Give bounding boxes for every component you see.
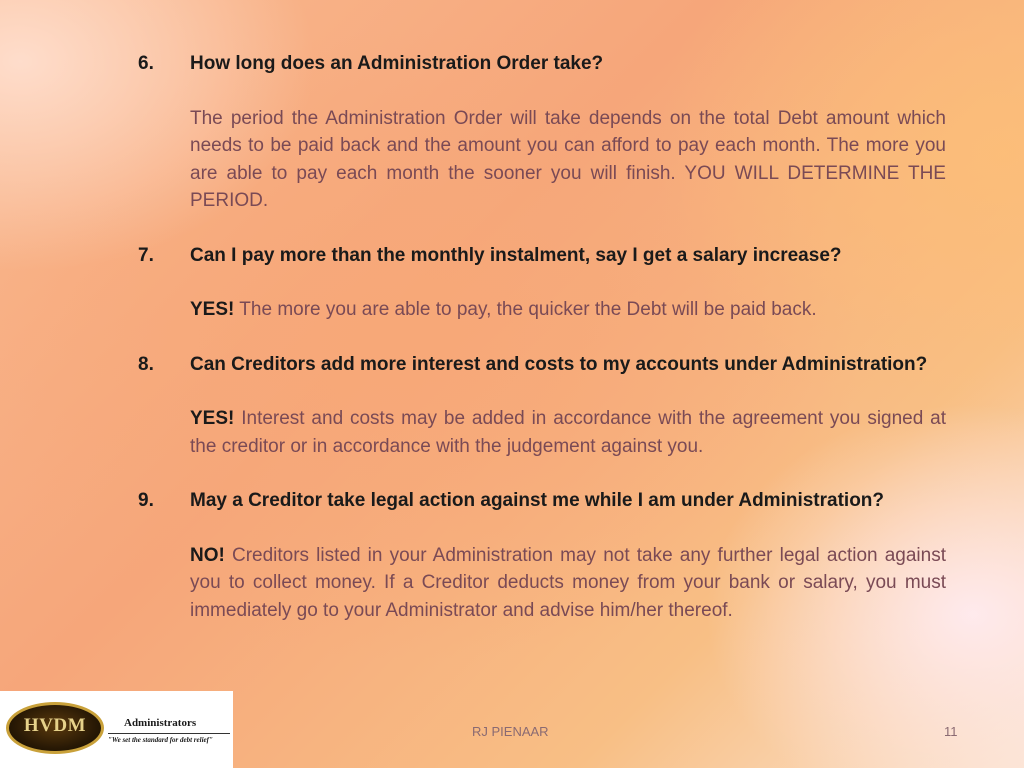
faq-content bbox=[138, 50, 946, 624]
answer-lead: YES! bbox=[190, 299, 235, 320]
logo-name: Administrators bbox=[124, 717, 197, 729]
slide-number: 11 bbox=[944, 724, 958, 739]
question-7 bbox=[138, 242, 946, 270]
question-text: May a Creditor take legal action against me while I am under Administration? bbox=[190, 490, 885, 511]
logo-divider bbox=[108, 733, 230, 734]
company-logo bbox=[0, 691, 233, 768]
logo-tagline: "We set the standard for debt relief" bbox=[108, 736, 213, 744]
answer-text: The period the Administration Order will take depends on the total Debt amount which needs to be paid back and the amount you can afford to pay each month. The more you are able to pay each month the sooner you will finish. YOU WILL DETERMINE THE PERIOD. bbox=[190, 107, 946, 211]
question-number: 7. bbox=[138, 244, 154, 266]
answer-6 bbox=[190, 105, 946, 215]
answer-text: Interest and costs may be added in accordance with the agreement you signed at the creditor or in accordance with the judgement against you. bbox=[190, 408, 947, 457]
question-number: 9. bbox=[138, 490, 154, 511]
question-8 bbox=[138, 351, 946, 379]
footer-author: RJ PIENAAR bbox=[472, 724, 549, 739]
answer-lead: YES! bbox=[190, 408, 235, 429]
question-number: 6. bbox=[138, 53, 154, 74]
question-text: Can I pay more than the monthly instalment, say I get a salary increase? bbox=[190, 244, 842, 266]
answer-text: The more you are able to pay, the quicker the Debt will be paid back. bbox=[239, 299, 817, 320]
answer-text: Creditors listed in your Administration may not take any further legal action against you to collect money. If a Creditor deducts money from your bank or salary, you must immediately go to your Administrator and advise him/her thereof. bbox=[190, 544, 946, 621]
answer-lead: NO! bbox=[190, 544, 225, 566]
logo-mark: HVDM bbox=[23, 715, 87, 736]
question-6 bbox=[138, 50, 946, 78]
question-9 bbox=[138, 487, 946, 515]
answer-8 bbox=[190, 405, 946, 460]
question-text: How long does an Administration Order take? bbox=[190, 53, 604, 74]
question-number: 8. bbox=[138, 353, 154, 375]
answer-9 bbox=[190, 542, 946, 625]
question-text: Can Creditors add more interest and costs to my accounts under Administration? bbox=[190, 353, 928, 375]
answer-7 bbox=[190, 296, 946, 324]
